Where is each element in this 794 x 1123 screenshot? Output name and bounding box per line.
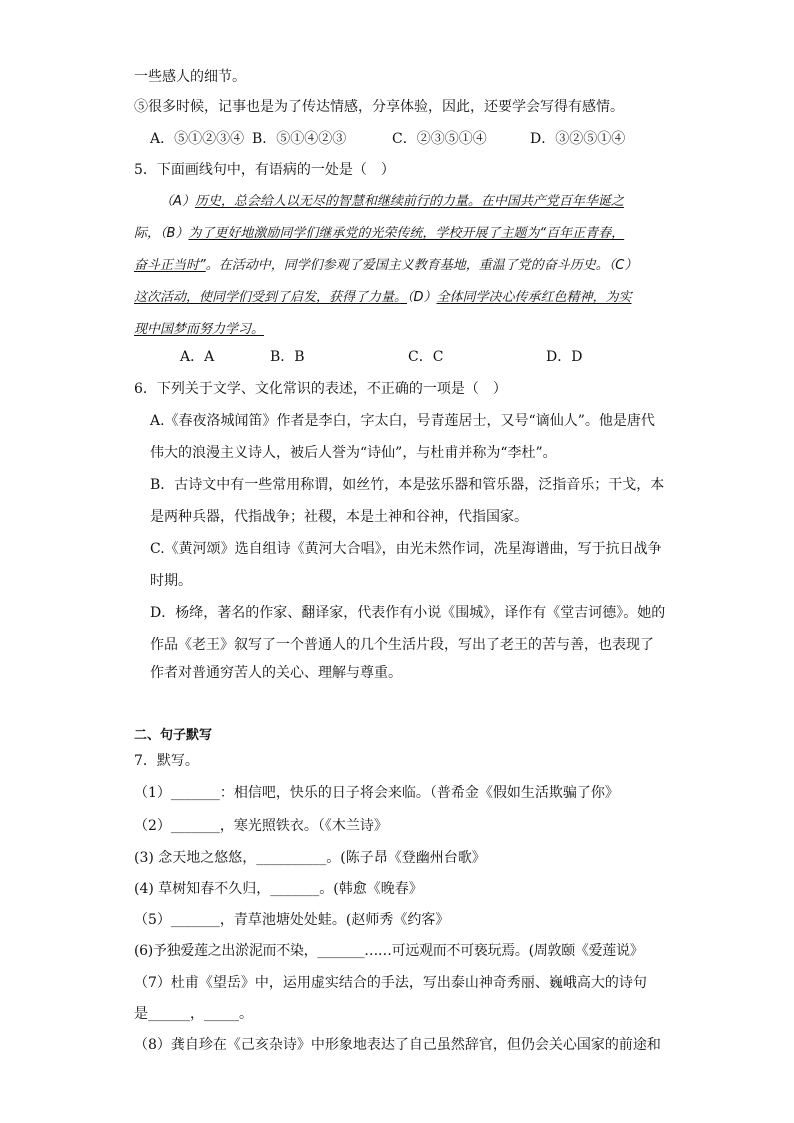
q7-item-1: （1）_______：相信吧，快乐的日子将会来临。（普希金《假如生活欺骗了你》 [134, 785, 619, 801]
q7-item-7: （7）杜甫《望岳》中，运用虚实结合的手法，写出泰山神奇秀丽、巍峨高大的诗句 [134, 975, 647, 991]
underlined-sentence-b: 为了更好地激励同学们继承党的光荣传统，学校开展了主题为“百年正青春， [188, 226, 625, 241]
q5-passage-line [134, 257, 637, 275]
underlined-sentence-b-end: 奋斗正当时” [134, 258, 206, 273]
q6-option-b-cont: 是两种兵器，代指战争；社稷，本是土神和谷神，代指国家。 [150, 509, 528, 525]
q6-option-d-cont: 作者对普通穷苦人的关心、理解与尊重。 [150, 665, 402, 681]
q6-option-d: D．杨绛，著名的作家、翻译家，代表作有小说《围城》，译作有《堂吉诃德》。她的 [150, 605, 666, 621]
q6-option-a-cont: 伟大的浪漫主义诗人，被后人誉为“诗仙”，与杜甫并称为“李杜”。 [150, 445, 557, 461]
underlined-sentence-a: 历史，总会给人以无尽的智慧和继续前行的力量。在中国共产党百年华诞之 [194, 194, 624, 209]
underlined-sentence-d-end: 现中国梦而努力学习。 [134, 322, 265, 337]
q6-option-a: A.《春夜洛城闻笛》作者是李白，字太白，号青莲居士，又号“谪仙人”。他是唐代 [150, 413, 655, 429]
passage-text: 。在活动中，同学们参观了爱国主义教育基地，重温了党的奋斗历史。（C） [205, 258, 638, 273]
q6-option-b: B．古诗文中有一些常用称谓，如丝竹，本是弦乐器和管乐器，泛指音乐；干戈，本 [150, 477, 665, 493]
text-line: ⑤很多时候，记事也是为了传达情感，分享体验，因此，还要学会写得有感情。 [134, 99, 624, 115]
option-b: B．B [270, 349, 305, 365]
q4-options [150, 130, 625, 148]
underlined-sentence-d: 全体同学决心传承红色精神，为实 [436, 290, 632, 305]
option-a: A．A [180, 349, 215, 365]
q6-option-c: C.《黄河颂》选自组诗《黄河大合唱》，由光未然作词，冼星海谱曲，写于抗日战争 [150, 541, 662, 557]
question-5-stem: 5．下面画线句中，有语病的一处是（ ） [134, 162, 395, 178]
section-heading: 二、句子默写 [134, 728, 213, 743]
option-d: D．③②⑤①④ [530, 131, 626, 147]
q5-options [180, 348, 582, 366]
option-c: C．C [408, 349, 444, 365]
q7-item-8: （8）龚自珍在《己亥杂诗》中形象地表达了自己虽然辞官，但仍会关心国家的前途和 [134, 1037, 661, 1053]
q7-item-7-cont: 是______，_____。 [134, 1006, 253, 1022]
q6-option-c-cont: 时期。 [150, 573, 192, 589]
option-c: C．②③⑤①④ [392, 131, 487, 147]
text-line: 一些感人的细节。 [134, 69, 246, 85]
q7-item-2: （2）_______，寒光照铁衣。（《木兰诗》 [134, 818, 388, 834]
q7-item-4: (4) 草树知春不久归，_______。(韩愈《晚春》 [134, 881, 423, 897]
question-6-stem: 6．下列关于文学、文化常识的表述，不正确的一项是（ ） [134, 381, 507, 397]
option-b: B．⑤①④②③ [252, 131, 347, 147]
q5-passage-line [134, 225, 624, 243]
q5-passage-line [134, 321, 264, 339]
q5-passage-line [160, 193, 624, 211]
marker-b: 际，（B） [134, 226, 189, 241]
q5-passage-line [134, 289, 632, 307]
marker-d: （D） [407, 290, 437, 305]
q7-item-5: （5）_______，青草池塘处处蛙。(赵师秀《约客》 [134, 912, 450, 928]
q7-item-3: (3) 念天地之悠悠，__________。(陈子昂《登幽州台歌》 [134, 850, 486, 866]
question-7-stem: 7．默写。 [134, 753, 199, 769]
option-d: D．D [546, 349, 583, 365]
marker-a: （A） [160, 194, 195, 209]
option-a: A．⑤①②③④ [150, 131, 245, 147]
underlined-sentence-c: 这次活动，使同学们受到了启发，获得了力量。 [134, 290, 408, 305]
q7-item-6: (6)予独爱莲之出淤泥而不染，_______……可远观而不可亵玩焉。(周敦颐《爱莲说》 [134, 943, 644, 959]
q6-option-d-cont: 作品《老王》叙写了一个普通人的几个生活片段，写出了老王的苦与善，也表现了 [150, 637, 654, 653]
